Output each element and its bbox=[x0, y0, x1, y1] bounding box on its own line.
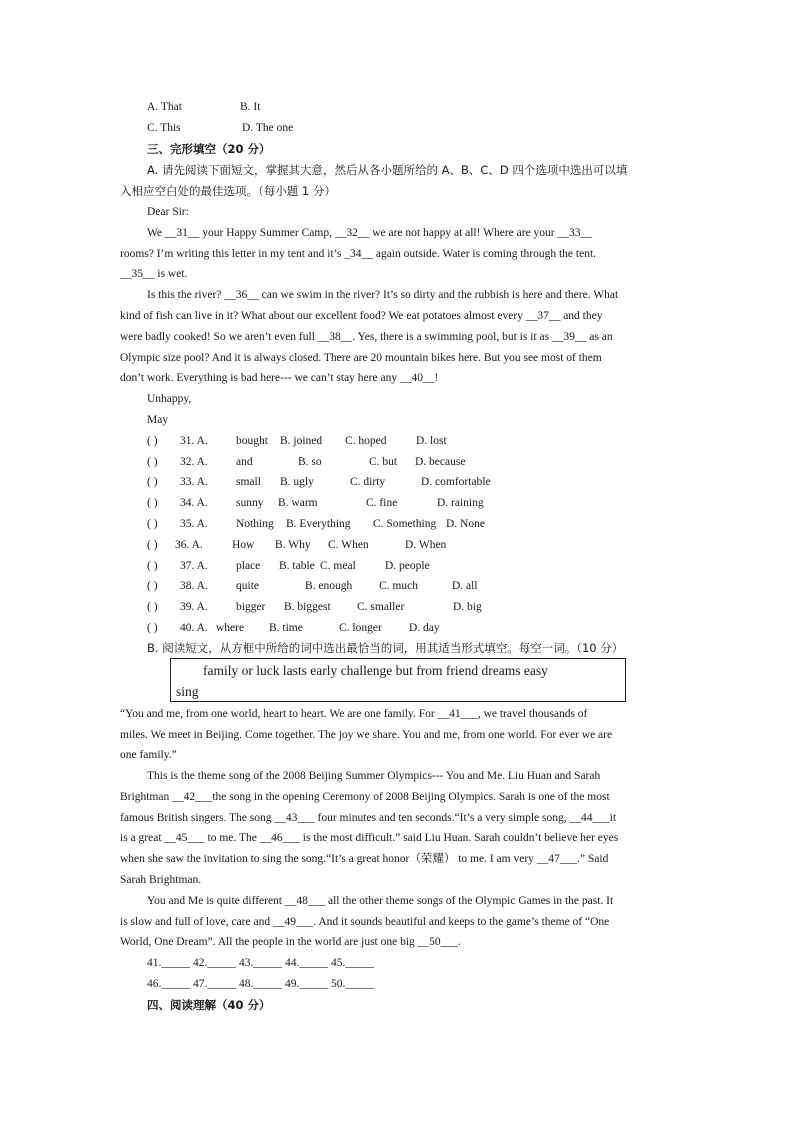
option-c: C. much bbox=[379, 580, 418, 592]
passageB-p1-line: “You and me, from one world, heart to heart. We are one family. For __41___, we travel thousands of bbox=[120, 708, 588, 720]
partA-instructions-2: 入相应空白处的最佳选项。（每小题 1 分） bbox=[120, 184, 336, 198]
option-b: B. Everything bbox=[286, 518, 351, 530]
option-a: small bbox=[236, 476, 261, 488]
question-number: 36. A. bbox=[175, 539, 203, 551]
letter-p2-line: kind of fish can live in it? What about our excellent food? We eat potatoes almost every __37__ and they bbox=[120, 310, 603, 322]
partB-instructions: B. 阅读短文，从方框中所给的词中选出最恰当的词，用其适当形式填空。每空一词。（10 分） bbox=[147, 641, 624, 655]
question-number: 34. A. bbox=[180, 497, 208, 509]
option-d: D. lost bbox=[416, 435, 447, 447]
prev-option-b: B. It bbox=[240, 101, 261, 113]
answer-paren[interactable]: ( ) bbox=[147, 622, 158, 634]
option-d: D. raining bbox=[437, 497, 484, 509]
option-d: D. None bbox=[446, 518, 485, 530]
answer-paren[interactable]: ( ) bbox=[147, 497, 158, 509]
answer-paren[interactable]: ( ) bbox=[147, 518, 158, 530]
letter-p2-line: don’t work. Everything is bad here--- we can’t stay here any __40__! bbox=[120, 372, 439, 384]
passageB-p2-line: is a great __45___ to me. The __46___ is the most difficult.” said Liu Huan. Sarah couldn’t believe her eyes bbox=[120, 832, 619, 844]
question-number: 40. A. bbox=[180, 622, 208, 634]
option-a: and bbox=[236, 456, 253, 468]
answer-paren[interactable]: ( ) bbox=[147, 601, 158, 613]
option-a: bigger bbox=[236, 601, 266, 613]
section3-heading: 三、完形填空（20 分） bbox=[147, 142, 271, 156]
option-c: C. dirty bbox=[350, 476, 386, 488]
word-box-line: family or luck lasts early challenge but from friend dreams easy bbox=[203, 663, 548, 678]
option-d: D. big bbox=[453, 601, 482, 613]
passageB-p2-line: This is the theme song of the 2008 Beijing Summer Olympics--- You and Me. Liu Huan and Sarah bbox=[147, 770, 601, 782]
option-c: C. hoped bbox=[345, 435, 387, 447]
option-a: How bbox=[232, 539, 255, 551]
question-number: 32. A. bbox=[180, 456, 208, 468]
option-b: B. joined bbox=[280, 435, 323, 447]
question-number: 37. A. bbox=[180, 560, 208, 572]
option-c: C. When bbox=[328, 539, 369, 551]
letter-salutation: Dear Sir: bbox=[147, 206, 189, 218]
option-d: D. day bbox=[409, 622, 440, 634]
passageB-p3-line: is slow and full of love, care and __49___. And it sounds beautiful and keeps to the game’s theme of “One bbox=[120, 916, 610, 928]
question-number: 35. A. bbox=[180, 518, 208, 530]
passageB-p2-line: when she saw the invitation to sing the song.“It’s a great honor（荣耀） to me. I am very __47___.” Said bbox=[120, 853, 609, 865]
answer-blanks-46-50[interactable]: 46._____ 47._____ 48._____ 49._____ 50._____ bbox=[147, 978, 375, 990]
passageB-p3-line: You and Me is quite different __48___ all the other theme songs of the Olympic Games in the past. It bbox=[147, 895, 614, 907]
letter-p2-line: Olympic size pool? And it is always closed. There are 20 mountain bikes here. But you see most of them bbox=[120, 352, 602, 364]
option-d: D. people bbox=[385, 560, 430, 572]
prev-option-c: C. This bbox=[147, 122, 181, 134]
option-b: B. Why bbox=[275, 539, 311, 551]
option-c: C. meal bbox=[320, 560, 356, 572]
letter-p1-line: We __31__ your Happy Summer Camp, __32__ we are not happy at all! Where are your __33__ bbox=[147, 227, 593, 239]
option-b: B. time bbox=[269, 622, 303, 634]
answer-paren[interactable]: ( ) bbox=[147, 539, 158, 551]
letter-closing: Unhappy, bbox=[147, 393, 192, 405]
option-a: bought bbox=[236, 435, 268, 447]
question-number: 31. A. bbox=[180, 435, 208, 447]
passageB-p3-line: World, One Dream”. All the people in the world are just one big __50___. bbox=[120, 936, 461, 948]
option-d: D. because bbox=[415, 456, 466, 468]
question-number: 39. A. bbox=[180, 601, 208, 613]
word-box bbox=[170, 658, 626, 702]
question-number: 38. A. bbox=[180, 580, 208, 592]
option-c: C. fine bbox=[366, 497, 398, 509]
option-b: B. so bbox=[298, 456, 322, 468]
letter-p1-line: rooms? I’m writing this letter in my tent and it’s _34__ again outside. Water is coming through the tent. bbox=[120, 248, 597, 260]
option-d: D. When bbox=[405, 539, 447, 551]
option-a: where bbox=[216, 622, 245, 634]
letter-p1-line: __35__ is wet. bbox=[120, 268, 188, 280]
option-b: B. enough bbox=[305, 580, 353, 592]
prev-option-a: A. That bbox=[147, 101, 182, 113]
option-b: B. biggest bbox=[284, 601, 331, 613]
letter-p2-line: were badly cooked! So we aren’t even full __38__. Yes, there is a swimming pool, but is it as __39__ as an bbox=[120, 331, 613, 343]
option-c: C. but bbox=[369, 456, 398, 468]
option-c: C. Something bbox=[373, 518, 437, 530]
word-box-line: sing bbox=[176, 684, 199, 699]
passageB-p1-line: one family.” bbox=[120, 749, 177, 761]
passageB-p1-line: miles. We meet in Beijing. Come together. The joy we share. You and me, from one world. For ever we are bbox=[120, 729, 613, 741]
option-d: D. all bbox=[452, 580, 478, 592]
option-b: B. table bbox=[279, 560, 315, 572]
letter-signature: May bbox=[147, 414, 169, 426]
letter-p2-line: Is this the river? __36__ can we swim in the river? It’s so dirty and the rubbish is here and there. What bbox=[147, 289, 619, 301]
passageB-p2-line: Sarah Brightman. bbox=[120, 874, 202, 886]
passageB-p2-line: famous British singers. The song __43___ four minutes and ten seconds.“It’s a very simple song, __44___it bbox=[120, 812, 617, 824]
answer-paren[interactable]: ( ) bbox=[147, 476, 158, 488]
option-a: sunny bbox=[236, 497, 264, 509]
option-a: quite bbox=[236, 580, 259, 592]
option-c: C. longer bbox=[339, 622, 382, 634]
answer-paren[interactable]: ( ) bbox=[147, 435, 158, 447]
option-b: B. ugly bbox=[280, 476, 314, 488]
answer-paren[interactable]: ( ) bbox=[147, 456, 158, 468]
answer-paren[interactable]: ( ) bbox=[147, 580, 158, 592]
option-a: Nothing bbox=[236, 518, 274, 530]
prev-option-d: D. The one bbox=[242, 122, 294, 134]
option-a: place bbox=[236, 560, 261, 572]
option-b: B. warm bbox=[278, 497, 318, 509]
passageB-p2-line: Brightman __42___the song in the opening Ceremony of 2008 Beijing Olympics. Sarah is one of the most bbox=[120, 791, 610, 803]
section4-heading: 四、阅读理解（40 分） bbox=[147, 998, 271, 1012]
question-number: 33. A. bbox=[180, 476, 208, 488]
partA-instructions-1: A. 请先阅读下面短文，掌握其大意，然后从各小题所给的 A、B、C、D 四个选项中选出可以填 bbox=[147, 163, 628, 177]
option-c: C. smaller bbox=[357, 601, 405, 613]
option-d: D. comfortable bbox=[421, 476, 491, 488]
answer-blanks-41-45[interactable]: 41._____ 42._____ 43._____ 44._____ 45._____ bbox=[147, 957, 375, 969]
answer-paren[interactable]: ( ) bbox=[147, 560, 158, 572]
